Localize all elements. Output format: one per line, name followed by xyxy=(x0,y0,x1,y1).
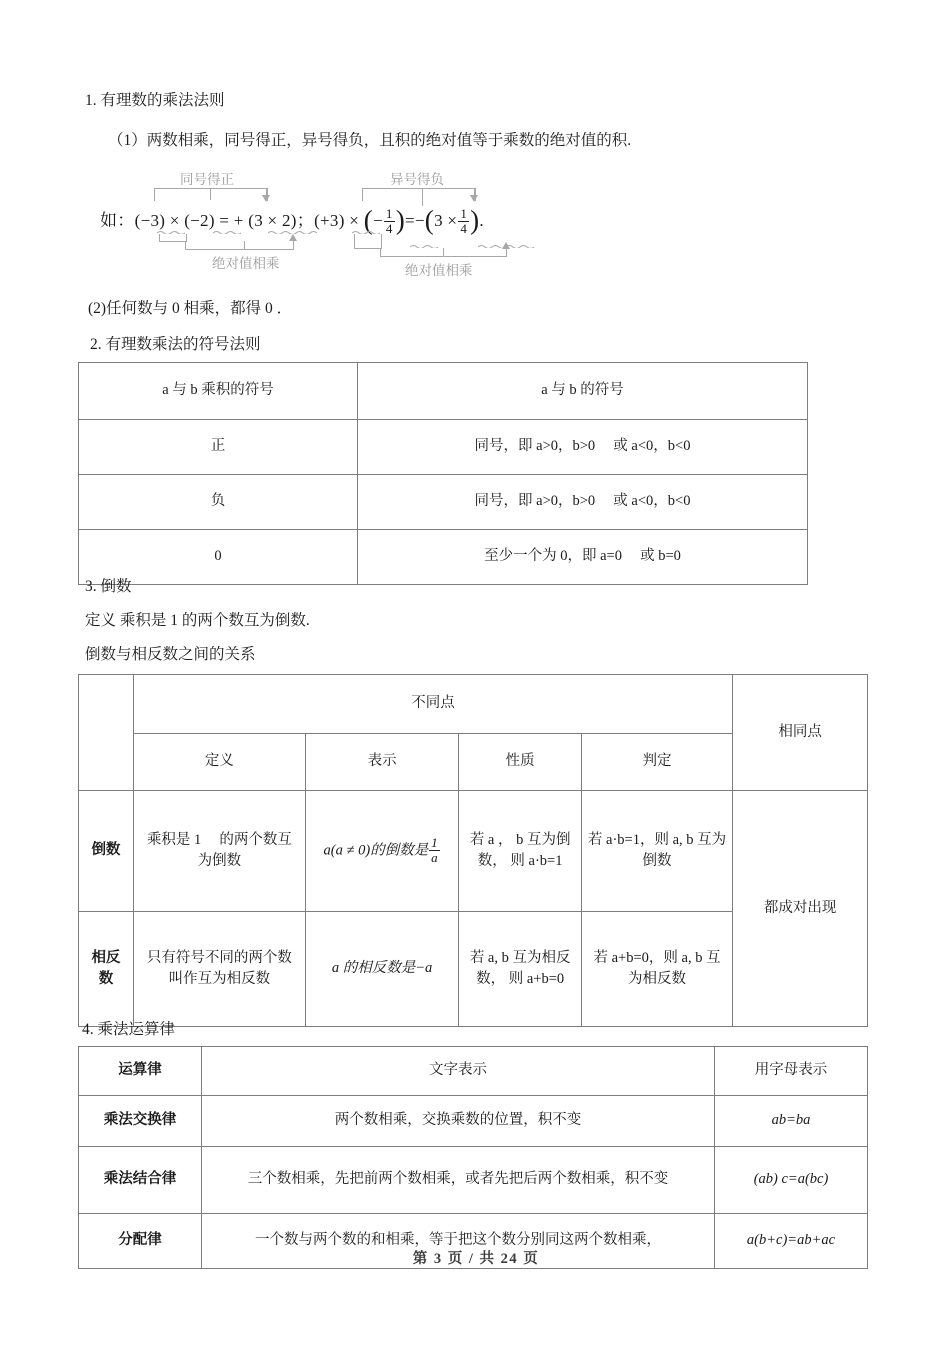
sign-rule-cell-zero: 0 xyxy=(79,530,358,585)
laws-header-words: 文字表示 xyxy=(202,1047,715,1096)
section-4-heading: 4. 乘法运算律 xyxy=(82,1021,176,1038)
laws-distributive-words: 一个数与两个数的和相乘，等于把这个数分别同这两个数相乘， xyxy=(202,1214,715,1269)
laws-associative-name: 乘法结合律 xyxy=(79,1147,202,1214)
table-row xyxy=(79,530,808,585)
opposite-judgement-cell: 若 a+b=0，则 a, b 互为相反数 xyxy=(581,912,732,1027)
section-1-heading: 1. 有理数的乘法法则 xyxy=(85,92,225,109)
formula-fraction-2: $\frac{1}{4}$ xyxy=(460,205,468,236)
table-row xyxy=(79,675,868,734)
reciprocal-definition-cell: 乘积是 1 的两个数互为倒数 xyxy=(133,791,305,912)
laws-associative-words: 三个数相乘，先把前两个数相乘，或者先把后两个数相乘，积不变 xyxy=(202,1147,715,1214)
sign-rule-cell-negative-desc: 同号，即 a>0，b>0 或 a<0，b<0 xyxy=(358,475,808,530)
sign-rule-cell-zero-desc: 至少一个为 0，即 a=0 或 b=0 xyxy=(358,530,808,585)
laws-commutative-symbols: ab=ba xyxy=(715,1096,868,1147)
sign-rule-header-signs: a 与 b 的符号 xyxy=(358,363,808,420)
sign-rule-cell-negative: 负 xyxy=(79,475,358,530)
reciprocal-expression-text: a(a ≠ 0)的倒数是 xyxy=(323,842,429,859)
reciprocal-relation-heading: 倒数与相反数之间的关系 xyxy=(85,646,256,663)
table-row xyxy=(79,791,868,912)
laws-distributive-symbols: a(b+c)=ab+ac xyxy=(715,1214,868,1269)
formula-right-expression-b: =− xyxy=(404,211,425,230)
table-row xyxy=(79,1096,868,1147)
bracket-bottom-right-a xyxy=(354,234,382,249)
formula-tail: . xyxy=(479,211,484,230)
section-3-heading: 3. 倒数 xyxy=(85,578,132,595)
sign-rule-cell-positive: 正 xyxy=(79,420,358,475)
reciprocal-definition: 定义 乘积是 1 的两个数互为倒数. xyxy=(85,612,310,629)
bracket-top-right xyxy=(362,188,476,201)
formula-separator: ； xyxy=(296,211,315,230)
reciprocal-property-cell: 若 a ， b 互为倒数， 则 a·b=1 xyxy=(459,791,581,912)
table-row xyxy=(79,1047,868,1096)
section-1-rule-2: (2)任何数与 0 相乘，都得 0 ． xyxy=(88,300,293,317)
annotation-abs-multiply-right: 绝对值相乘 xyxy=(405,263,473,278)
reciprocal-subheader-property: 性质 xyxy=(459,734,581,791)
table-row xyxy=(79,1147,868,1214)
formula-right-expression-c: 3 × xyxy=(434,211,458,230)
formula-expression: 如：(−3) × (−2) = + (3 × 2)；(+3) × (− $\frac{1}{4}$ )=−(3 × $\frac{1}{4}$ ). xyxy=(100,205,484,236)
formula-lead: 如： xyxy=(100,211,135,230)
bracket-bottom-right-b xyxy=(380,248,444,257)
arrow-top-left xyxy=(262,195,270,202)
reciprocal-table-corner xyxy=(79,675,134,791)
formula-minus-sign: − xyxy=(372,211,383,230)
reciprocal-subheader-definition: 定义 xyxy=(133,734,305,791)
table-row xyxy=(79,363,808,420)
formula-right-expression-a: (+3) × xyxy=(314,211,364,230)
laws-header-symbols: 用字母表示 xyxy=(715,1047,868,1096)
opposite-definition-cell: 只有符号不同的两个数叫作互为相反数 xyxy=(133,912,305,1027)
reciprocal-row-label: 倒数 xyxy=(79,791,134,912)
annotation-same-sign-positive: 同号得正 xyxy=(180,172,234,187)
bracket-bottom-right-c xyxy=(442,256,506,257)
annotation-abs-multiply-left: 绝对值相乘 xyxy=(212,256,280,271)
section-1-rule-1: （1）两数相乘，同号得正，异号得负，且积的绝对值等于乘数的绝对值的积. xyxy=(108,132,632,149)
reciprocal-judgement-cell: 若 a·b=1，则 a, b 互为倒数 xyxy=(581,791,732,912)
formula-left-expression: (−3) × (−2) = + (3 × 2) xyxy=(134,211,297,230)
squiggle-left-2 xyxy=(213,230,241,234)
opposite-property-cell: 若 a, b 互为相反数， 则 a+b=0 xyxy=(459,912,581,1027)
laws-commutative-name: 乘法交换律 xyxy=(79,1096,202,1147)
bracket-bottom-left-c xyxy=(243,249,293,250)
section-2-heading: 2. 有理数乘法的符号法则 xyxy=(90,336,261,353)
arrow-top-right xyxy=(470,195,478,202)
laws-header-name: 运算律 xyxy=(79,1047,202,1096)
reciprocal-group-header-similarities: 相同点 xyxy=(733,675,868,791)
reciprocal-group-header-differences: 不同点 xyxy=(133,675,732,734)
table-row xyxy=(79,420,808,475)
laws-commutative-words: 两个数相乘，交换乘数的位置，积不变 xyxy=(202,1096,715,1147)
bracket-top-left xyxy=(154,188,268,201)
reciprocal-comparison-table xyxy=(78,674,868,1027)
annotation-diff-sign-negative: 异号得负 xyxy=(390,172,444,187)
laws-associative-symbols: (ab) c=a(bc) xyxy=(715,1147,868,1214)
bracket-bottom-left-arrow-stem xyxy=(293,240,294,250)
sign-rule-header-product: a 与 b 乘积的符号 xyxy=(79,363,358,420)
reciprocal-similarity-cell: 都成对出现 xyxy=(733,791,868,1027)
reciprocal-subheader-judgement: 判定 xyxy=(581,734,732,791)
bracket-bottom-left-a xyxy=(159,234,187,242)
formula-fraction-1: $\frac{1}{4}$ xyxy=(385,205,393,236)
laws-distributive-name: 分配律 xyxy=(79,1214,202,1269)
reciprocal-subheader-expression: 表示 xyxy=(305,734,459,791)
bracket-bottom-left-b xyxy=(185,241,245,250)
opposite-expression-cell: a 的相反数是−a xyxy=(305,912,459,1027)
bracket-top-left-tick xyxy=(210,188,211,200)
bracket-bottom-right-arrow-stem xyxy=(506,248,507,257)
reciprocal-expression-fraction: $\frac{1}{a}$ xyxy=(431,834,438,865)
opposite-row-label: 相反数 xyxy=(79,912,134,1027)
bracket-top-right-tick xyxy=(422,188,423,206)
arrow-bottom-left xyxy=(289,234,297,241)
page-footer: 第 3 页 / 共 24 页 xyxy=(412,1251,540,1267)
multiplication-laws-table xyxy=(78,1046,868,1269)
table-row xyxy=(79,475,808,530)
reciprocal-expression-cell xyxy=(305,791,459,912)
sign-rule-table xyxy=(78,362,808,585)
multiplication-rule-diagram xyxy=(100,168,660,278)
arrow-bottom-right xyxy=(502,242,510,249)
sign-rule-cell-positive-desc: 同号，即 a>0，b>0 或 a<0，b<0 xyxy=(358,420,808,475)
